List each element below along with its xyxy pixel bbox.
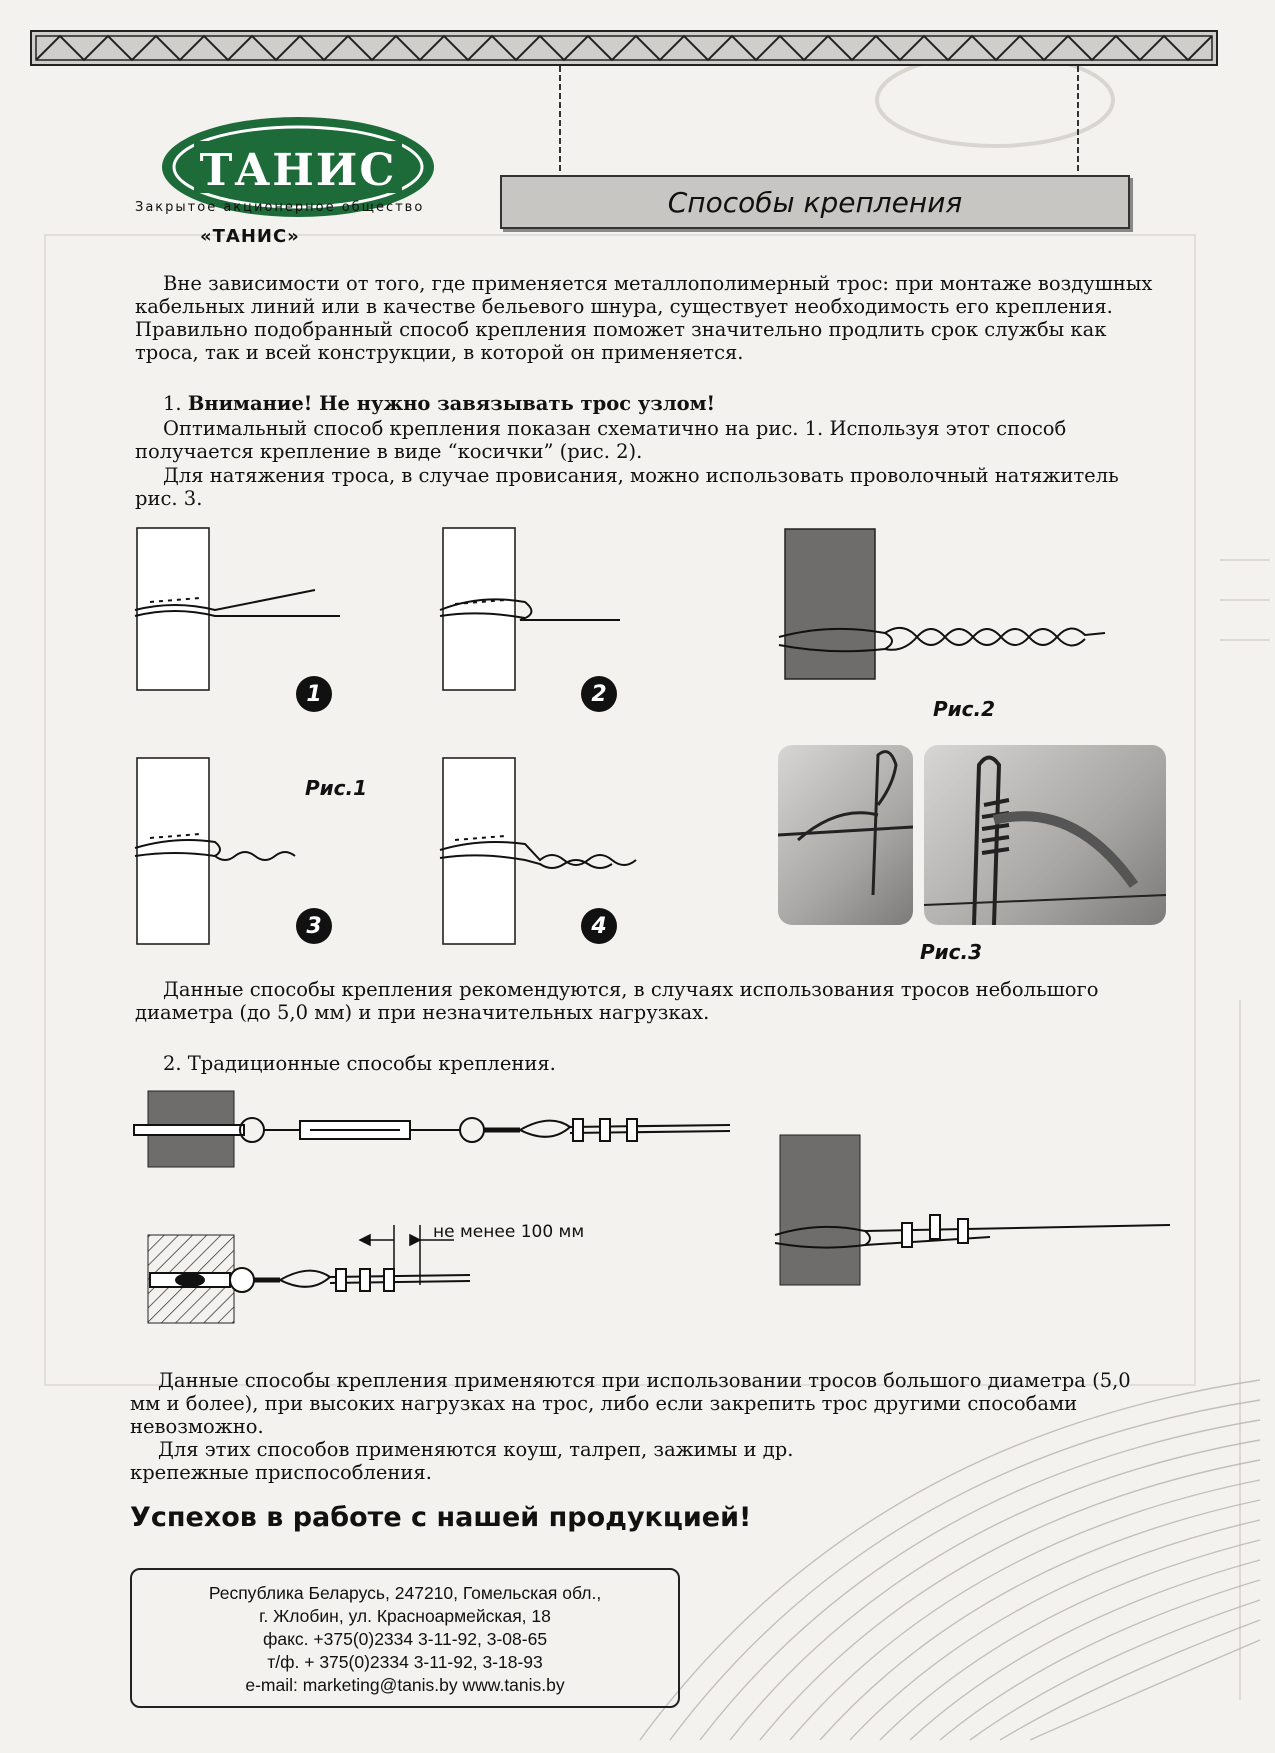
step-number-1: 1 bbox=[296, 676, 332, 712]
section2-heading: 2. Традиционные способы крепления. bbox=[163, 1052, 556, 1075]
section1-number: 1. bbox=[163, 392, 182, 415]
tensioner-wire-illustration bbox=[778, 745, 913, 925]
company-name: «ТАНИС» bbox=[200, 226, 300, 247]
intro-paragraph: Вне зависимости от того, где применяется металлополимерный трос: при монтаже воздушных кабельных линий или в качестве бельевого шнура, существует необходимость его крепления. Правильно подобранный способ крепления поможет значительно продлить срок службы как троса, так и всей конструкции, в которой он применяется. bbox=[135, 272, 1153, 364]
contact-address-line2: г. Жлобин, ул. Красноармейская, 18 bbox=[259, 1606, 551, 1626]
fig3-caption: Рис.3 bbox=[920, 940, 983, 964]
fig2-caption: Рис.2 bbox=[933, 697, 996, 721]
section-title-banner: Способы крепления bbox=[500, 175, 1130, 229]
section1-warning: Внимание! Не нужно завязывать трос узлом! bbox=[187, 392, 716, 415]
section2-text2-content: Для этих способов применяются коуш, талреп, зажимы и др. крепежные приспособления. bbox=[130, 1438, 794, 1484]
tensioner-coil-illustration bbox=[924, 745, 1166, 925]
fig1-caption: Рис.1 bbox=[305, 776, 368, 800]
fig3-photo-left bbox=[778, 745, 913, 925]
note-small-diameter: Данные способы крепления рекомендуются, в случаях использования тросов небольшого диаметра (до 5,0 мм) и при незначительных нагрузках. bbox=[135, 978, 1099, 1024]
contact-address-line1: Республика Беларусь, 247210, Гомельская обл., bbox=[208, 1583, 602, 1603]
section2-text1: Данные способы крепления применяются при использовании тросов большого диаметра (5,0 мм и более), при высоких нагрузках на трос, либо если закрепить трос другими способами невозможно. bbox=[130, 1369, 1131, 1438]
step-number-4: 4 bbox=[581, 908, 617, 944]
fig2-braid-diagram bbox=[775, 525, 1155, 685]
dimension-label: не менее 100 мм bbox=[433, 1222, 585, 1242]
section1-warning-line bbox=[163, 392, 1163, 415]
svg-text:ТАНИС: ТАНИС bbox=[199, 145, 397, 196]
step-number-2: 2 bbox=[581, 676, 617, 712]
section2-fastening-diagrams bbox=[130, 1085, 1200, 1325]
step-number-3: 3 bbox=[296, 908, 332, 944]
closing-slogan: Успехов в работе с нашей продукцией! bbox=[130, 1502, 752, 1533]
contact-box bbox=[130, 1568, 680, 1708]
truss-header-decoration bbox=[30, 30, 1218, 66]
fig3-photo-right bbox=[924, 745, 1166, 925]
company-subtitle: Закрытое акционерное общество bbox=[135, 200, 425, 215]
section1-text2: Для натяжения троса, в случае провисания, можно использовать проволочный натяжитель рис. 3. bbox=[135, 464, 1119, 510]
fig1-diagrams bbox=[120, 520, 640, 950]
contact-email-web: e-mail: marketing@tanis.by www.tanis.by bbox=[245, 1675, 565, 1695]
contact-fax: факс. +375(0)2334 3-11-92, 3-08-65 bbox=[262, 1629, 548, 1649]
contact-phone: т/ф. + 375(0)2334 3-11-92, 3-18-93 bbox=[267, 1652, 543, 1672]
banner-hanging-chains bbox=[540, 66, 1100, 176]
section1-text1: Оптимальный способ крепления показан схематично на рис. 1. Используя этот способ получается крепление в виде “косички” (рис. 2). bbox=[135, 417, 1067, 463]
section2-text2 bbox=[130, 1438, 890, 1484]
